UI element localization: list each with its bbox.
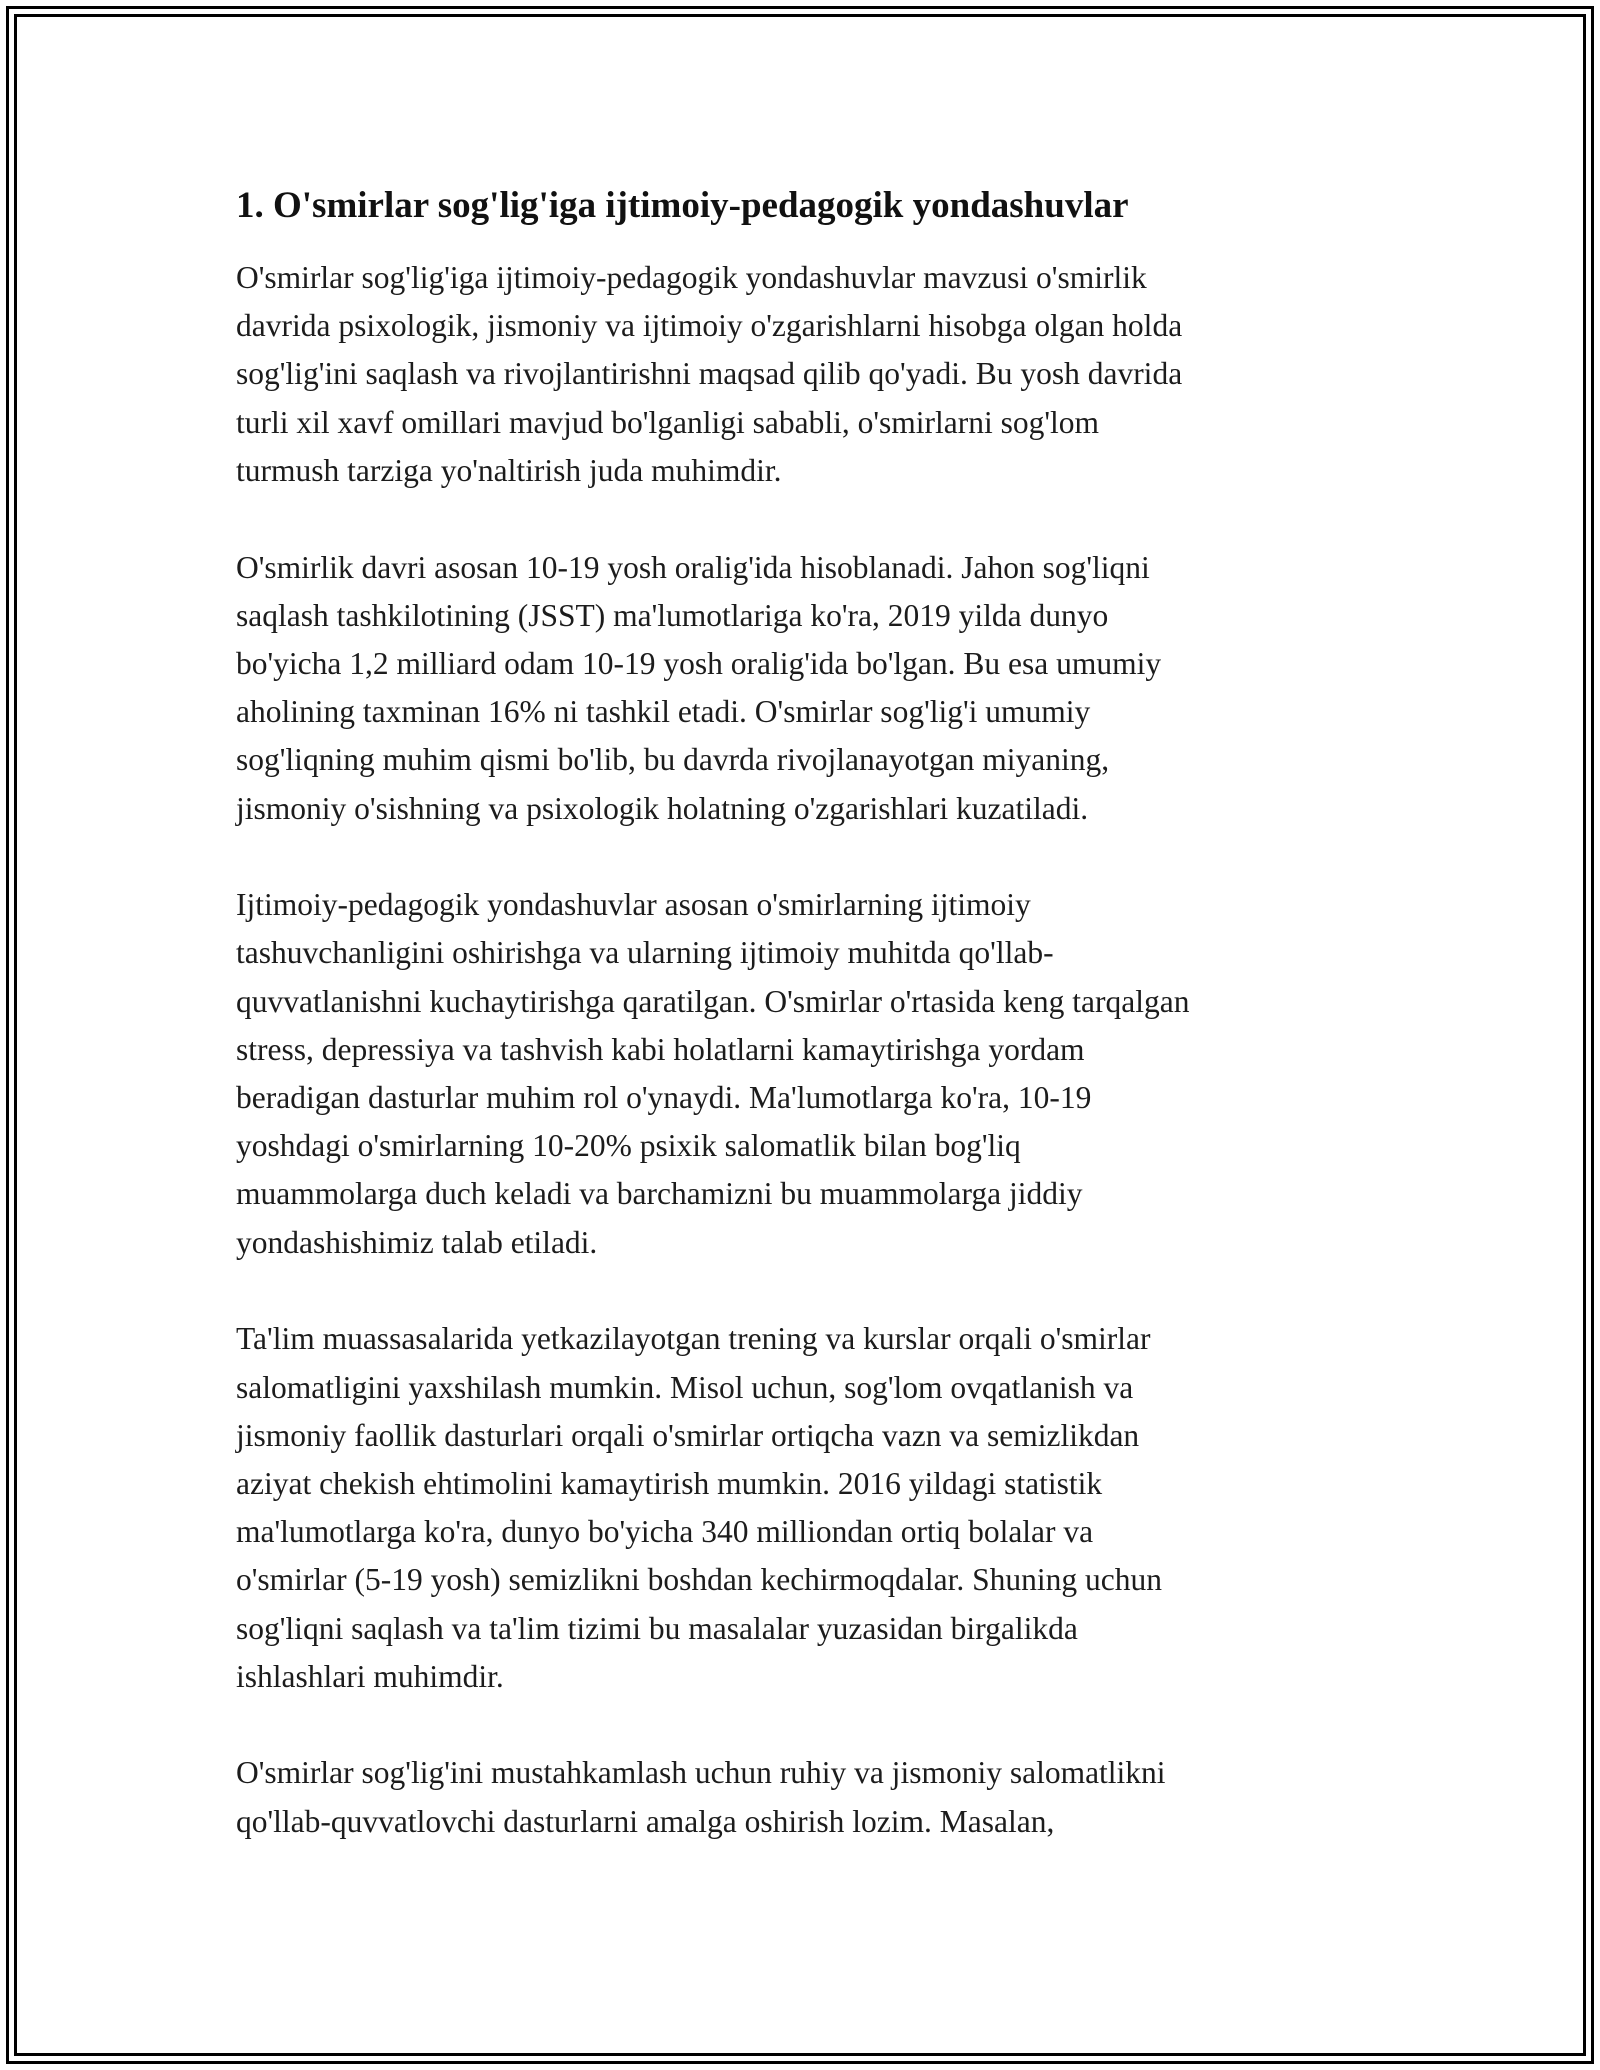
text-line: aziyat chekish ehtimolini kamaytirish mumkin. 2016 yildagi statistik: [236, 1465, 1103, 1501]
text-line: ma'lumotlarga ko'ra, dunyo bo'yicha 340 milliondan ortiq bolalar va: [236, 1514, 1094, 1550]
text-line: o'smirlar (5-19 yosh) semizlikni boshdan kechirmoqdalar. Shuning uchun: [236, 1562, 1163, 1598]
text-line: muammolarga duch keladi va barchamizni bu muammolarga jiddiy: [236, 1176, 1083, 1212]
text-line: davrida psixologik, jismoniy va ijtimoiy o'zgarishlarni hisobga olgan holda: [236, 308, 1183, 344]
text-line: stress, depressiya va tashvish kabi holatlarni kamaytirishga yordam: [236, 1031, 1085, 1067]
text-line: sog'liqning muhim qismi bo'lib, bu davrda rivojlanayotgan miyaning,: [236, 742, 1110, 778]
text-line: ishlashlari muhimdir.: [236, 1658, 504, 1694]
text-line: turmush tarziga yo'naltirish juda muhimdir.: [236, 452, 782, 488]
text-line: Ta'lim muassasalarida yetkazilayotgan trening va kurslar orqali o'smirlar: [236, 1321, 1151, 1357]
text-line: quvvatlanishni kuchaytirishga qaratilgan. O'smirlar o'rtasida keng tarqalgan: [236, 983, 1190, 1019]
text-line: O'smirlar sog'lig'iga ijtimoiy-pedagogik yondashuvlar mavzusi o'smirlik: [236, 260, 1147, 295]
text-line: yoshdagi o'smirlarning 10-20% psixik salomatlik bilan bog'liq: [236, 1128, 1021, 1164]
text-line: sog'liqni saqlash va ta'lim tizimi bu masalalar yuzasidan birgalikda: [236, 1610, 1078, 1646]
text-line: O'smirlik davri asosan 10-19 yosh oralig'ida hisoblanadi. Jahon sog'liqni: [236, 549, 1150, 585]
paragraph-1: [236, 254, 1356, 495]
text-line: Ijtimoiy-pedagogik yondashuvlar asosan o'smirlarning ijtimoiy: [236, 887, 1031, 923]
text-line: yondashishimiz talab etiladi.: [236, 1224, 598, 1260]
text-line: sog'lig'ini saqlash va rivojlantirishni maqsad qilib qo'yadi. Bu yosh davrida: [236, 356, 1183, 392]
paragraph-5: [236, 1749, 1356, 1845]
text-line: bo'yicha 1,2 milliard odam 10-19 yosh oralig'ida bo'lgan. Bu esa umumiy: [236, 645, 1162, 681]
text-line: saqlash tashkilotining (JSST) ma'lumotlariga ko'ra, 2019 yilda dunyo: [236, 597, 1109, 633]
text-line: jismoniy o'sishning va psixologik holatning o'zgarishlari kuzatiladi.: [236, 790, 1089, 826]
text-line: beradigan dasturlar muhim rol o'ynaydi. Ma'lumotlarga ko'ra, 10-19: [236, 1080, 1092, 1116]
paragraph-2: [236, 544, 1356, 833]
text-line: tashuvchanligini oshirishga va ularning ijtimoiy muhitda qo'llab-: [236, 935, 1054, 971]
paragraph-3: [236, 881, 1356, 1267]
document-body: [236, 182, 1356, 1894]
text-line: turli xil xavf omillari mavjud bo'lganligi sababli, o'smirlarni sog'lom: [236, 404, 1100, 440]
text-line: jismoniy faollik dasturlari orqali o'smirlar ortiqcha vazn va semizlikdan: [236, 1417, 1140, 1453]
text-line: aholining taxminan 16% ni tashkil etadi. O'smirlar sog'lig'i umumiy: [236, 694, 1091, 730]
text-line: qo'llab-quvvatlovchi dasturlarni amalga oshirish lozim. Masalan,: [236, 1803, 1055, 1839]
text-line: salomatligini yaxshilash mumkin. Misol uchun, sog'lom ovqatlanish va: [236, 1369, 1134, 1405]
text-line: O'smirlar sog'lig'ini mustahkamlash uchun ruhiy va jismoniy salomatlikni: [236, 1755, 1166, 1791]
section-heading: 1. O'smirlar sog'lig'iga ijtimoiy-pedagogik yondashuvlar: [236, 185, 1129, 226]
paragraph-4: [236, 1315, 1356, 1701]
